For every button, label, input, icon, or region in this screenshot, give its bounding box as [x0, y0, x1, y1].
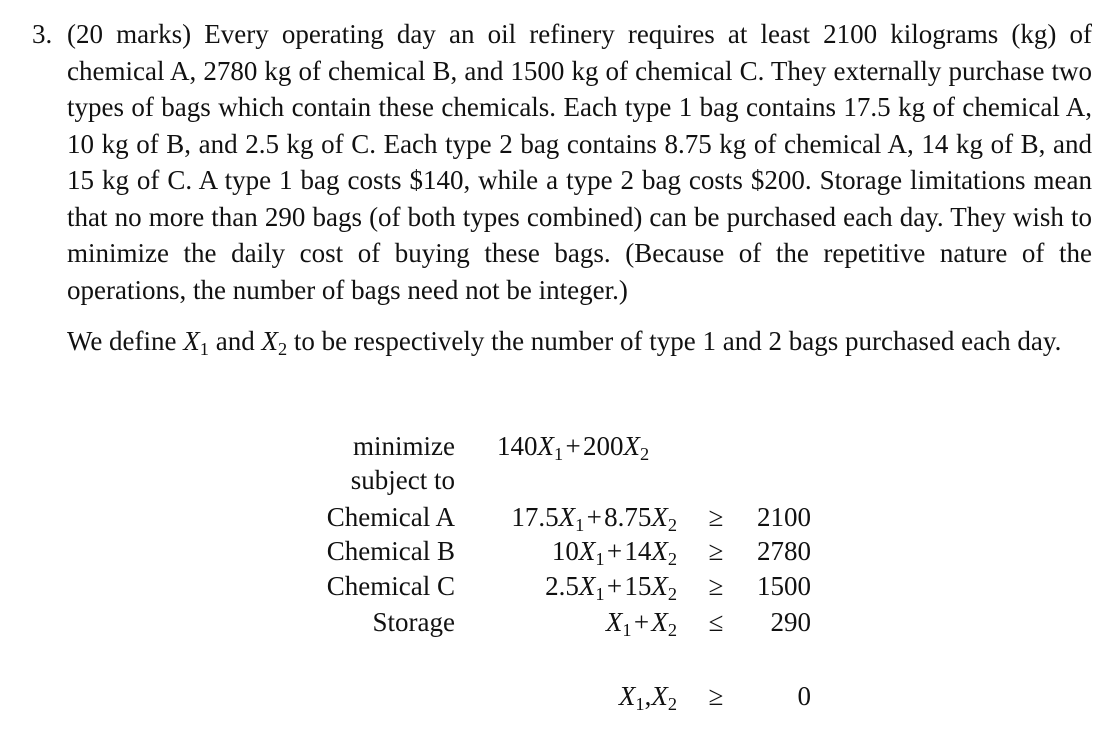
- problem-statement: (20 marks) Every operating day an oil refinery requires at least 2100 kilograms (kg) of chemical A, 2780 kg of chemical B, and 1500 kg of chemical C. They externally purchase two types of bags which contain these chemicals. Each type 1 bag contains 17.5 kg of chemical A, 10 kg of B, and 2.5 kg of C. Each type 2 bag contains 8.75 kg of chemical A, 14 kg of B, and 15 kg of C. A type 1 bag costs $140, while a type 2 bag costs $200. Storage limitations mean that no more than 290 bags (of both types combined) can be purchased each day. They wish to minimize the daily cost of buying these bags. (Because of the repetitive nature of the operations, the number of bags need not be integer.): [67, 19, 1092, 305]
- definition-suffix: to be respectively the number of type 1 and 2 bags purchased each day.: [293, 326, 1062, 356]
- constraint-label-chemical-c: Chemical C: [326, 571, 455, 601]
- subject-to-label: subject to: [350, 465, 455, 495]
- constraint-expression-chemical-a: $17.5X_1$ + $8.75X_2$: [511, 502, 677, 536]
- constraint-label-chemical-a: Chemical A: [326, 502, 455, 532]
- question-number: 3.: [32, 19, 53, 49]
- constraint-rhs-chemical-c: 1500: [757, 571, 811, 601]
- definition-prefix: We define: [67, 326, 177, 356]
- constraint-relation-chemical-a: ≥: [708, 502, 724, 532]
- definition-middle: and: [215, 326, 255, 356]
- constraint-expression-chemical-c: $2.5X_1$ + $15X_2$: [545, 571, 677, 605]
- nonnegativity-rhs: 0: [797, 681, 811, 711]
- constraint-relation-chemical-b: ≥: [708, 536, 724, 566]
- var-x2: $X_2$: [261, 326, 288, 360]
- objective-expression: $140X_1$ + $200X_2$: [497, 431, 650, 465]
- constraint-label-chemical-b: Chemical B: [326, 536, 455, 566]
- constraint-rhs-chemical-b: 2780: [757, 536, 811, 566]
- constraint-rhs-storage: 290: [770, 607, 811, 637]
- nonnegativity-relation: ≥: [708, 681, 724, 711]
- var-x1: $X_1$: [183, 326, 209, 360]
- problem-block: [32, 16, 1092, 360]
- constraint-expression-chemical-b: $10X_1$ + $14X_2$: [551, 536, 677, 570]
- constraint-relation-storage: ≤: [708, 607, 724, 637]
- variable-definition: [67, 323, 1092, 360]
- objective-label: minimize: [353, 431, 455, 461]
- constraint-label-storage: Storage: [372, 607, 455, 637]
- constraint-relation-chemical-c: ≥: [708, 571, 724, 601]
- constraint-expression-storage: $X_1$ + $X_2$: [605, 607, 677, 641]
- nonnegativity-expression: $X_1,X_2$: [618, 681, 677, 715]
- constraint-rhs-chemical-a: 2100: [757, 502, 811, 532]
